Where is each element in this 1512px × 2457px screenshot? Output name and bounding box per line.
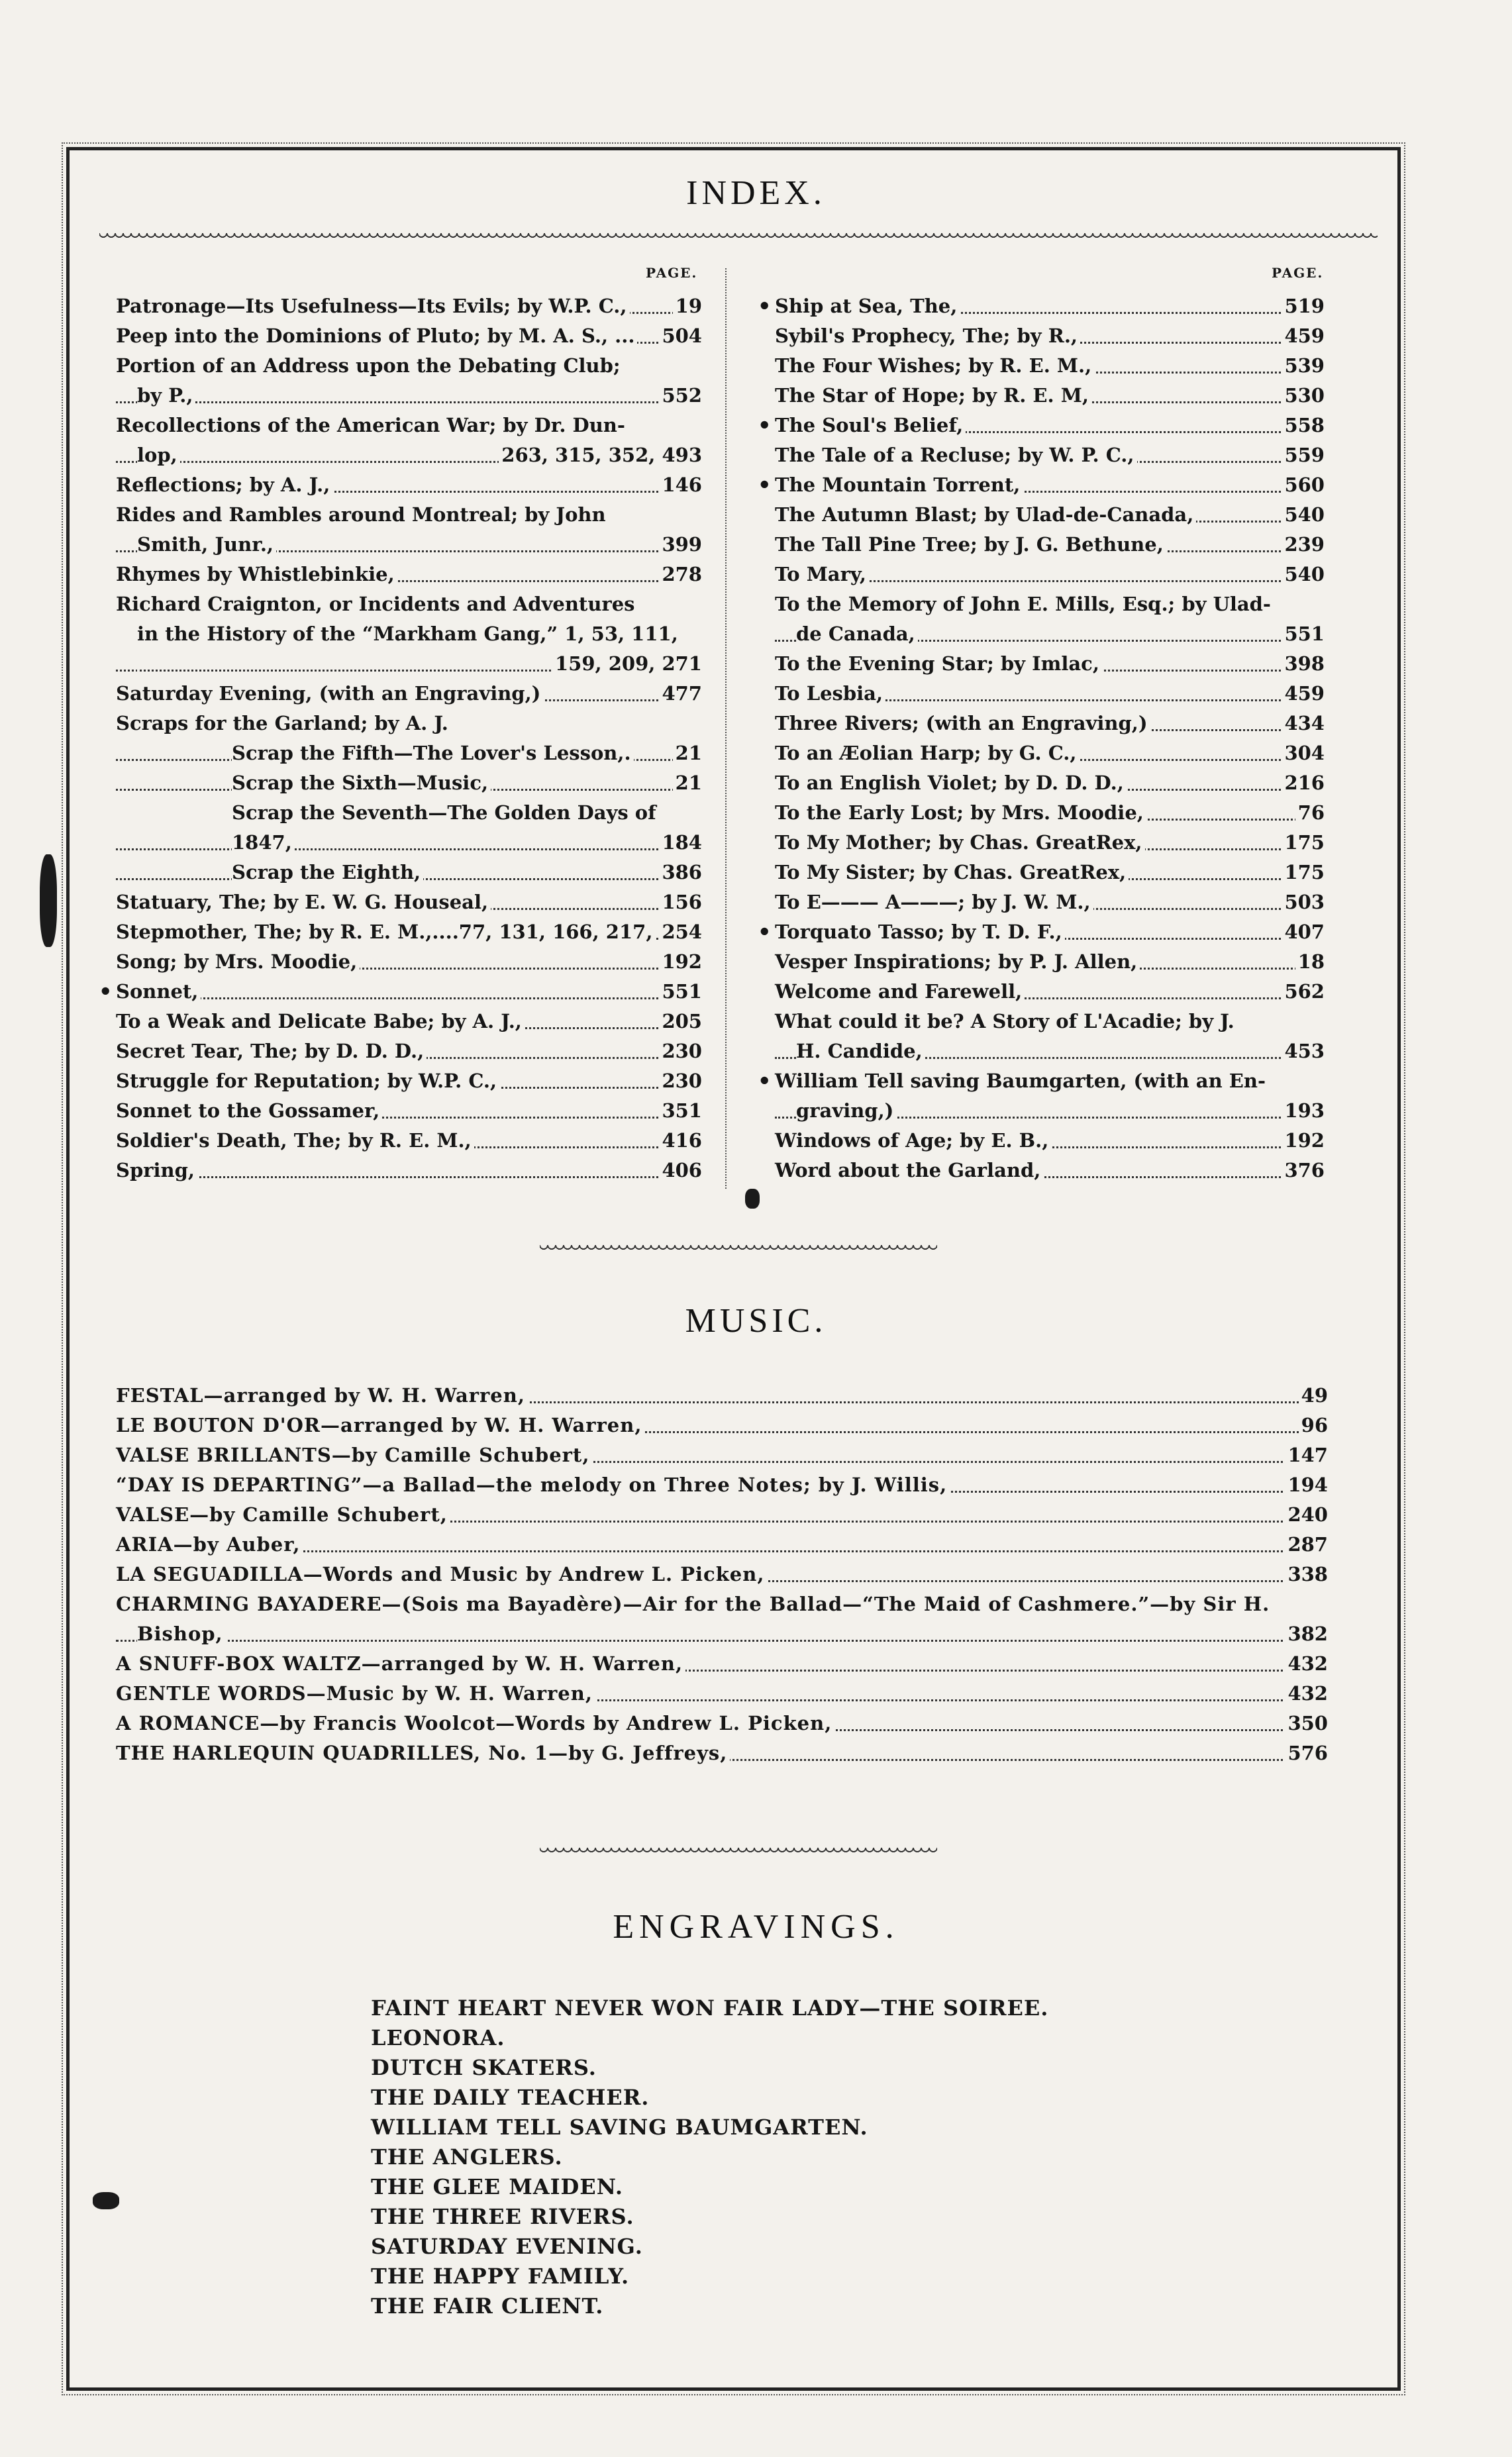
entry-page: 477 (659, 679, 702, 709)
index-entry (775, 530, 1325, 560)
entry-title: Scrap the Sixth—Music, (232, 772, 491, 794)
entry-page: 398 (1282, 649, 1325, 679)
leader-dots (116, 1640, 1328, 1642)
index-entry (116, 1096, 702, 1126)
entry-title: Rhymes by Whistlebinkie, (116, 563, 397, 585)
entry-title: Sybil's Prophecy, The; by R., (775, 325, 1080, 347)
index-left-column (116, 291, 702, 1185)
entry-page: 406 (659, 1156, 702, 1185)
index-entry (775, 1066, 1325, 1096)
entry-title: Struggle for Reputation; by W.P. C., (116, 1070, 499, 1092)
index-entry (116, 977, 702, 1007)
entry-title: To an Æolian Harp; by G. C., (775, 742, 1079, 764)
entry-title: Word about the Garland, (775, 1159, 1043, 1181)
divider-1 (540, 1245, 937, 1254)
entry-title: Richard Craignton, or Incidents and Adventures (116, 593, 637, 615)
entry-title: Scrap the Eighth, (232, 861, 423, 883)
entry-page: 216 (1282, 768, 1325, 798)
entry-page: 434 (1282, 709, 1325, 738)
index-entry (116, 470, 702, 500)
entry-page: 530 (1282, 381, 1325, 411)
entry-title: H. Candide, (796, 1040, 925, 1062)
entry-page: 459 (1282, 321, 1325, 351)
entry-title: Stepmother, The; by R. E. M.,....77, 131, 166, 217, (116, 921, 655, 943)
index-entry (116, 291, 702, 321)
entry-title: Torquato Tasso; by T. D. F., (775, 921, 1065, 943)
index-entry (775, 1036, 1325, 1066)
index-entry (116, 530, 702, 560)
entry-title: Statuary, The; by E. W. G. Houseal, (116, 891, 491, 913)
index-entry (116, 1470, 1328, 1500)
index-entry (775, 798, 1325, 828)
entry-title: A SNUFF-BOX WALTZ—arranged by W. H. Warren, (116, 1652, 685, 1675)
leader-dots (116, 997, 702, 999)
engraving-item: THE THREE RIVERS. (371, 2204, 634, 2229)
entry-title: Secret Tear, The; by D. D. D., (116, 1040, 427, 1062)
index-entry (116, 1156, 702, 1185)
entry-title: ARIA—by Auber, (116, 1533, 303, 1556)
entry-page: 21 (673, 738, 702, 768)
index-entry (116, 351, 702, 381)
index-entry (116, 589, 702, 619)
entry-title: To a Weak and Delicate Babe; by A. J., (116, 1010, 525, 1032)
entry-page: 416 (659, 1126, 702, 1156)
entry-title: Recollections of the American War; by Dr. Dun- (116, 414, 628, 436)
index-entry (116, 798, 702, 828)
index-entry (116, 1560, 1328, 1589)
index-entry (116, 1440, 1328, 1470)
index-entry (116, 1619, 1328, 1649)
entry-title: Windows of Age; by E. B., (775, 1129, 1051, 1152)
entry-title: Spring, (116, 1159, 197, 1181)
index-entry (775, 947, 1325, 977)
entry-page: 156 (659, 887, 702, 917)
entry-title: Sonnet to the Gossamer, (116, 1099, 382, 1122)
index-entry (116, 1066, 702, 1096)
entry-page: 76 (1295, 798, 1325, 828)
entry-page: 351 (659, 1096, 702, 1126)
entry-page: 407 (1282, 917, 1325, 947)
entry-title: by P., (137, 384, 195, 407)
entry-page: 386 (659, 858, 702, 887)
entry-page: 432 (1285, 1649, 1328, 1679)
entry-page: 560 (1282, 470, 1325, 500)
entry-title: VALSE BRILLANTS—by Camille Schubert, (116, 1444, 592, 1466)
entry-title: Rides and Rambles around Montreal; by John (116, 503, 609, 526)
entry-page: 399 (659, 530, 702, 560)
entry-title: The Autumn Blast; by Ulad-de-Canada, (775, 503, 1196, 526)
entry-title: Bishop, (137, 1623, 226, 1645)
entry-title: To E——— A———; by J. W. M., (775, 891, 1093, 913)
index-entry (116, 947, 702, 977)
index-entry (116, 1007, 702, 1036)
divider-2 (540, 1848, 937, 1857)
index-entry (775, 887, 1325, 917)
entry-page: 184 (659, 828, 702, 858)
entry-title: Scrap the Seventh—The Golden Days of (232, 801, 659, 824)
index-entry (116, 560, 702, 589)
index-entry (116, 828, 702, 858)
entry-title: Welcome and Farewell, (775, 980, 1025, 1003)
index-entry (775, 828, 1325, 858)
index-entry (116, 858, 702, 887)
engraving-item: THE HAPPY FAMILY. (371, 2264, 630, 2289)
entry-title: Portion of an Address upon the Debating Club; (116, 354, 623, 377)
entry-title: LE BOUTON D'OR—arranged by W. H. Warren, (116, 1414, 644, 1436)
entry-title: A ROMANCE—by Francis Woolcot—Words by Andrew L. Picken, (116, 1712, 834, 1734)
entry-page: 559 (1282, 440, 1325, 470)
index-entry (116, 1411, 1328, 1440)
ink-blot (745, 1189, 760, 1209)
index-entry (775, 560, 1325, 589)
entry-title: What could it be? A Story of L'Acadie; by J. (775, 1010, 1237, 1032)
entry-page: 205 (659, 1007, 702, 1036)
entry-title: Soldier's Death, The; by R. E. M., (116, 1129, 474, 1152)
ink-blot (40, 854, 57, 947)
index-entry (116, 649, 702, 679)
entry-page: 192 (1282, 1126, 1325, 1156)
index-entry (775, 321, 1325, 351)
engraving-item: THE FAIR CLIENT. (371, 2293, 604, 2319)
entry-title: To an English Violet; by D. D. D., (775, 772, 1127, 794)
entry-title: To My Sister; by Chas. GreatRex, (775, 861, 1129, 883)
index-entry (116, 738, 702, 768)
index-entry (775, 470, 1325, 500)
entry-page: 230 (659, 1066, 702, 1096)
index-entry (116, 1500, 1328, 1530)
entry-page: 96 (1299, 1411, 1328, 1440)
entry-title: To Mary, (775, 563, 869, 585)
entry-page: 175 (1282, 828, 1325, 858)
entry-title: in the History of the “Markham Gang,” 1, 53, 111, (137, 623, 681, 645)
entry-page: 338 (1285, 1560, 1328, 1589)
engraving-item: DUTCH SKATERS. (371, 2055, 597, 2080)
entry-page: 175 (1282, 858, 1325, 887)
index-entry (116, 1126, 702, 1156)
entry-page: 551 (659, 977, 702, 1007)
entry-page: 350 (1285, 1709, 1328, 1738)
engraving-item: THE GLEE MAIDEN. (371, 2174, 624, 2199)
index-entry (116, 411, 702, 440)
index-entry (775, 977, 1325, 1007)
entry-title: The Star of Hope; by R. E. M, (775, 384, 1091, 407)
entry-page: 453 (1282, 1036, 1325, 1066)
index-entry (116, 1381, 1328, 1411)
leader-dots (116, 401, 702, 403)
index-entry (775, 858, 1325, 887)
index-entry (775, 291, 1325, 321)
index-entry (775, 440, 1325, 470)
entry-page: 230 (659, 1036, 702, 1066)
index-entry (116, 321, 702, 351)
index-entry (116, 1738, 1328, 1768)
index-entry (775, 679, 1325, 709)
music-title: MUSIC. (685, 1302, 827, 1340)
entry-page: 504 (659, 321, 702, 351)
entry-page: 382 (1285, 1619, 1328, 1649)
column-separator (725, 268, 738, 1189)
entry-page: 539 (1282, 351, 1325, 381)
entry-page: 576 (1285, 1738, 1328, 1768)
entry-page: 519 (1282, 291, 1325, 321)
entry-page: 194 (1285, 1470, 1328, 1500)
index-entry (116, 1649, 1328, 1679)
index-entry (775, 738, 1325, 768)
engravings-list (371, 1993, 1048, 2321)
entry-title: Reflections; by A. J., (116, 474, 332, 496)
index-right-column (775, 291, 1325, 1185)
entry-page: 376 (1282, 1156, 1325, 1185)
entry-page: 551 (1282, 619, 1325, 649)
index-entry (775, 768, 1325, 798)
music-list (116, 1381, 1328, 1768)
entry-title: To Lesbia, (775, 682, 885, 705)
entry-title: Ship at Sea, The, (775, 295, 960, 317)
index-entry (775, 1007, 1325, 1036)
entry-page: 239 (1282, 530, 1325, 560)
entry-title: THE HARLEQUIN QUADRILLES, No. 1—by G. Jeffreys, (116, 1742, 730, 1764)
entry-page: 278 (659, 560, 702, 589)
entry-title: William Tell saving Baumgarten, (with an En- (775, 1070, 1268, 1092)
entry-page: 240 (1285, 1500, 1328, 1530)
entry-title: The Four Wishes; by R. E. M., (775, 354, 1094, 377)
entry-title: GENTLE WORDS—Music by W. H. Warren, (116, 1682, 595, 1705)
index-entry (775, 709, 1325, 738)
entry-title: To the Early Lost; by Mrs. Moodie, (775, 801, 1146, 824)
entry-page: 21 (673, 768, 702, 798)
index-entry (775, 411, 1325, 440)
entry-title: The Mountain Torrent, (775, 474, 1023, 496)
engraving-item: LEONORA. (371, 2025, 505, 2050)
index-entry (775, 619, 1325, 649)
left-page-header: PAGE. (646, 265, 698, 281)
entry-title: Smith, Junr., (137, 533, 276, 556)
entry-title: graving,) (796, 1099, 896, 1122)
entry-page: 147 (1285, 1440, 1328, 1470)
entry-title: Song; by Mrs. Moodie, (116, 950, 360, 973)
engraving-item: THE DAILY TEACHER. (371, 2085, 650, 2110)
entry-page: 304 (1282, 738, 1325, 768)
entry-page: 193 (1282, 1096, 1325, 1126)
entry-title: de Canada, (796, 623, 918, 645)
index-wavy-rule (99, 233, 1378, 242)
index-entry (775, 351, 1325, 381)
right-page-header: PAGE. (1272, 265, 1324, 281)
index-entry (775, 500, 1325, 530)
entry-title: Vesper Inspirations; by P. J. Allen, (775, 950, 1140, 973)
engraving-item: THE ANGLERS. (371, 2144, 563, 2170)
entry-page: 18 (1295, 947, 1325, 977)
index-entry (116, 1036, 702, 1066)
ink-blot (93, 2192, 119, 2209)
index-entry (775, 589, 1325, 619)
entry-page: 159, 209, 271 (552, 649, 702, 679)
index-entry (775, 649, 1325, 679)
entry-page: 558 (1282, 411, 1325, 440)
index-entry (775, 381, 1325, 411)
entry-title: Saturday Evening, (with an Engraving,) (116, 682, 543, 705)
entry-title: Patronage—Its Usefulness—Its Evils; by W.P. C., (116, 295, 630, 317)
entry-title: The Tale of a Recluse; by W. P. C., (775, 444, 1137, 466)
index-entry (116, 887, 702, 917)
entry-title: 1847, (232, 831, 295, 854)
index-entry (116, 1589, 1328, 1619)
entry-title: The Soul's Belief, (775, 414, 966, 436)
entry-title: “DAY IS DEPARTING”—a Ballad—the melody on Three Notes; by J. Willis, (116, 1474, 950, 1496)
index-entry (116, 679, 702, 709)
entry-title: lop, (137, 444, 180, 466)
entry-page: 287 (1285, 1530, 1328, 1560)
index-entry (116, 619, 702, 649)
index-entry (775, 1156, 1325, 1185)
entry-title: Sonnet, (116, 980, 201, 1003)
engraving-item: FAINT HEART NEVER WON FAIR LADY—THE SOIREE. (371, 1995, 1049, 2021)
index-entry (116, 709, 702, 738)
index-entry (116, 1709, 1328, 1738)
index-entry (775, 1096, 1325, 1126)
entry-title: To the Evening Star; by Imlac, (775, 652, 1102, 675)
entry-title: Peep into the Dominions of Pluto; by M. A. S., ... (116, 325, 637, 347)
entry-title: CHARMING BAYADERE—(Sois ma Bayadère)—Air for the Ballad—“The Maid of Cashmere.”—by Sir H. (116, 1593, 1272, 1615)
entry-page: 19 (673, 291, 702, 321)
entry-page: 192 (659, 947, 702, 977)
entry-title: LA SEGUADILLA—Words and Music by Andrew L. Picken, (116, 1563, 767, 1585)
index-entry (116, 917, 702, 947)
entry-title: FESTAL—arranged by W. H. Warren, (116, 1384, 528, 1407)
entry-title: To My Mother; by Chas. GreatRex, (775, 831, 1145, 854)
entry-page: 540 (1282, 500, 1325, 530)
leader-dots (116, 1176, 702, 1178)
entry-title: Three Rivers; (with an Engraving,) (775, 712, 1150, 734)
entry-page: 552 (659, 381, 702, 411)
entry-page: 562 (1282, 977, 1325, 1007)
index-entry (116, 1679, 1328, 1709)
index-entry (116, 768, 702, 798)
entry-title: Scrap the Fifth—The Lover's Lesson,. (232, 742, 634, 764)
engraving-item: WILLIAM TELL SAVING BAUMGARTEN. (371, 2115, 868, 2140)
index-title: INDEX. (686, 174, 826, 212)
index-entry (116, 1530, 1328, 1560)
entry-page: 503 (1282, 887, 1325, 917)
entry-page: 540 (1282, 560, 1325, 589)
entry-page: 459 (1282, 679, 1325, 709)
index-entry (775, 917, 1325, 947)
entry-page: 263, 315, 352, 493 (499, 440, 702, 470)
entry-title: To the Memory of John E. Mills, Esq.; by Ulad- (775, 593, 1274, 615)
entry-page: 254 (659, 917, 702, 947)
index-entry (116, 500, 702, 530)
entry-page: 146 (659, 470, 702, 500)
engravings-title: ENGRAVINGS. (613, 1908, 899, 1946)
entry-title (137, 652, 140, 675)
leader-dots (116, 848, 702, 850)
entry-page: 49 (1299, 1381, 1328, 1411)
entry-title: The Tall Pine Tree; by J. G. Bethune, (775, 533, 1166, 556)
entry-page: 432 (1285, 1679, 1328, 1709)
entry-title: VALSE—by Camille Schubert, (116, 1503, 450, 1526)
engraving-item: SATURDAY EVENING. (371, 2234, 643, 2259)
index-entry (775, 1126, 1325, 1156)
entry-title: Scraps for the Garland; by A. J. (116, 712, 451, 734)
index-entry (116, 381, 702, 411)
index-entry (116, 440, 702, 470)
